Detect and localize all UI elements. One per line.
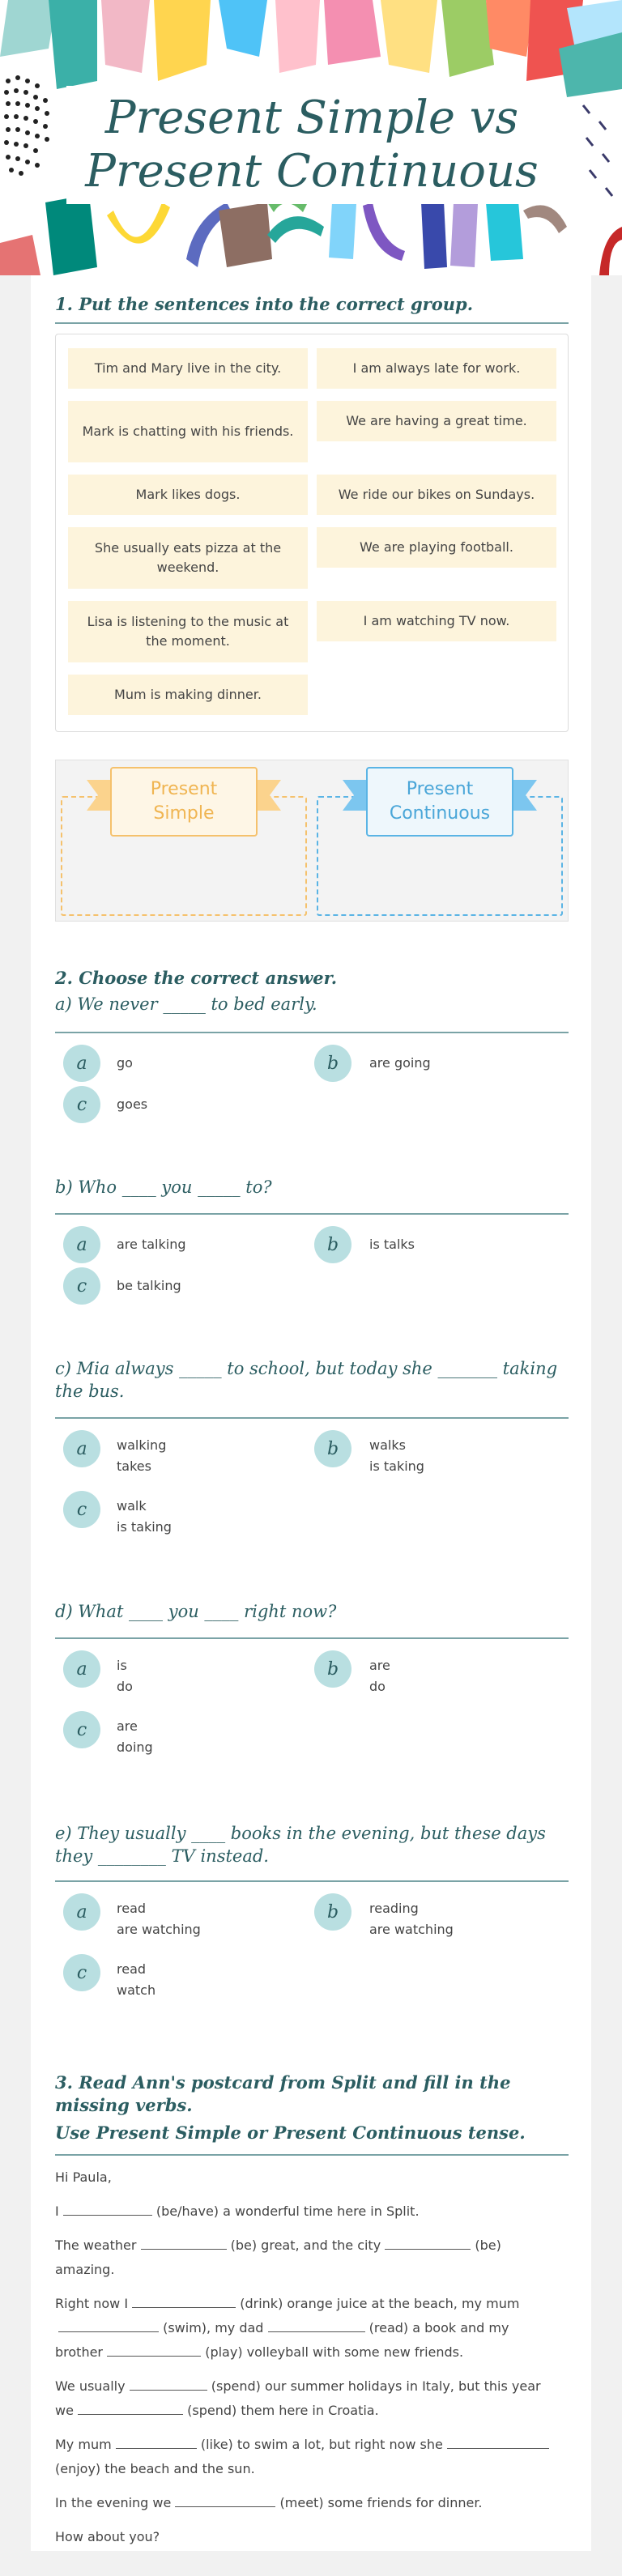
option-line: are: [117, 1718, 138, 1734]
option-line: walk: [117, 1498, 147, 1514]
question-e: e) They usually ____ books in the evening, but these days they ________ TV instead.: [55, 1824, 546, 1866]
sentence-card[interactable]: Lisa is listening to the music at the moment.: [68, 601, 308, 662]
blank-input[interactable]: [116, 2434, 197, 2449]
option-line: do: [369, 1679, 386, 1694]
option-line: doing: [117, 1739, 153, 1755]
question-divider: [55, 1637, 569, 1639]
text: (be/have) a wonderful time here in Split.: [156, 2203, 420, 2219]
text: (be): [475, 2238, 501, 2253]
option-text[interactable]: [117, 1898, 201, 1940]
option-text[interactable]: goes: [117, 1096, 148, 1112]
section-divider: [55, 2154, 569, 2156]
blank-input[interactable]: [130, 2376, 207, 2391]
present-continuous-label: Present Continuous: [366, 767, 513, 837]
option-badge[interactable]: a: [63, 1430, 100, 1467]
sentence-card[interactable]: Mark is chatting with his friends.: [68, 401, 308, 462]
text: (spend) our summer holidays in Italy, but this year: [211, 2378, 541, 2394]
sentence-card[interactable]: I am always late for work.: [317, 348, 556, 389]
blank-input[interactable]: [107, 2342, 201, 2357]
text: In the evening we: [55, 2495, 172, 2510]
title-box: [66, 86, 557, 204]
question-divider: [55, 1417, 569, 1419]
text: (spend) them here in Croatia.: [187, 2403, 379, 2418]
question-divider: [55, 1032, 569, 1033]
option-text[interactable]: [117, 1959, 156, 2001]
option-text[interactable]: go: [117, 1055, 133, 1071]
postcard-line: [55, 2233, 573, 2282]
text: Right now I: [55, 2296, 129, 2311]
option-badge[interactable]: b: [314, 1045, 351, 1082]
text: (drink) orange juice at the beach, my mum: [240, 2296, 520, 2311]
postcard-line: [55, 2433, 573, 2481]
blank-input[interactable]: [58, 2318, 159, 2332]
blank-input[interactable]: [175, 2493, 275, 2507]
option-line: walking: [117, 1437, 167, 1453]
option-text[interactable]: are talking: [117, 1237, 186, 1252]
option-badge[interactable]: c: [63, 1267, 100, 1305]
section3-title: 3. Read Ann's postcard from Split and fill in the missing verbs.: [55, 2072, 511, 2115]
option-text[interactable]: [117, 1435, 166, 1477]
worksheet: [31, 275, 591, 2551]
question-c: c) Mia always _____ to school, but today she _______ taking the bus.: [55, 1359, 558, 1401]
text: My mum: [55, 2437, 112, 2452]
option-text[interactable]: [369, 1435, 424, 1477]
blank-input[interactable]: [385, 2235, 471, 2250]
option-badge[interactable]: b: [314, 1226, 351, 1263]
option-badge[interactable]: b: [314, 1430, 351, 1467]
option-text[interactable]: are going: [369, 1055, 431, 1071]
option-badge[interactable]: c: [63, 1954, 100, 1991]
option-badge[interactable]: a: [63, 1650, 100, 1688]
option-line: is taking: [369, 1458, 424, 1474]
text: We usually: [55, 2378, 126, 2394]
question-divider: [55, 1880, 569, 1882]
option-line: read: [117, 1961, 147, 1977]
group-targets: [55, 760, 569, 922]
blank-input[interactable]: [268, 2318, 365, 2332]
option-line: walks: [369, 1437, 406, 1453]
option-line: are watching: [369, 1922, 454, 1937]
option-line: do: [117, 1679, 133, 1694]
postcard-closing: How about you?: [55, 2529, 160, 2544]
text: (meet) some friends for dinner.: [279, 2495, 483, 2510]
text: amazing.: [55, 2262, 115, 2277]
text: we: [55, 2403, 74, 2418]
sentence-card[interactable]: She usually eats pizza at the weekend.: [68, 527, 308, 589]
option-text[interactable]: [369, 1898, 454, 1940]
option-badge[interactable]: c: [63, 1491, 100, 1528]
header-banner: [0, 0, 622, 275]
option-line: reading: [369, 1901, 419, 1916]
section-divider: [55, 322, 569, 324]
sentence-card[interactable]: I am watching TV now.: [317, 601, 556, 641]
option-text[interactable]: [117, 1716, 153, 1758]
blank-input[interactable]: [78, 2400, 183, 2415]
section2-title: 2. Choose the correct answer.: [55, 968, 338, 988]
option-line: watch: [117, 1982, 156, 1998]
postcard-line: [55, 2374, 573, 2423]
text: (read) a book and my: [369, 2320, 509, 2335]
text: (enjoy) the beach and the sun.: [55, 2461, 255, 2476]
sentence-card[interactable]: Mark likes dogs.: [68, 475, 308, 515]
sentence-pool: [55, 334, 569, 732]
page-title: Present Simple vs Present Continuous: [85, 92, 539, 198]
blank-input[interactable]: [447, 2434, 549, 2449]
option-text[interactable]: [117, 1496, 172, 1538]
section3-instruction: Use Present Simple or Present Continuous tense.: [55, 2123, 526, 2143]
blank-input[interactable]: [141, 2235, 227, 2250]
question-divider: [55, 1213, 569, 1215]
blank-input[interactable]: [132, 2293, 236, 2308]
postcard-line: [55, 2199, 573, 2224]
text: The weather: [55, 2238, 137, 2253]
option-line: are watching: [117, 1922, 201, 1937]
option-line: are: [369, 1658, 390, 1673]
text: I: [55, 2203, 59, 2219]
option-text[interactable]: [369, 1655, 390, 1697]
option-line: takes: [117, 1458, 151, 1474]
sentence-card[interactable]: We ride our bikes on Sundays.: [317, 475, 556, 515]
option-badge[interactable]: b: [314, 1893, 351, 1931]
question-a: a) We never _____ to bed early.: [55, 994, 317, 1014]
sentence-card[interactable]: Mum is making dinner.: [68, 675, 308, 715]
option-line: is taking: [117, 1519, 172, 1535]
question-b: b) Who ____ you _____ to?: [55, 1177, 272, 1197]
option-text[interactable]: [117, 1655, 133, 1697]
text: (play) volleyball with some new friends.: [205, 2344, 464, 2360]
postcard-line: [55, 2491, 573, 2515]
option-badge[interactable]: a: [63, 1893, 100, 1931]
option-badge[interactable]: c: [63, 1711, 100, 1748]
question-d: d) What ____ you ____ right now?: [55, 1602, 337, 1621]
sentence-card[interactable]: We are having a great time.: [317, 401, 556, 441]
option-badge[interactable]: c: [63, 1086, 100, 1123]
present-simple-label: Present Simple: [110, 767, 258, 837]
option-badge[interactable]: a: [63, 1045, 100, 1082]
postcard-line: [55, 2292, 573, 2365]
text: (swim), my dad: [163, 2320, 264, 2335]
sentence-card[interactable]: We are playing football.: [317, 527, 556, 568]
blank-input[interactable]: [63, 2201, 152, 2216]
option-text[interactable]: is talks: [369, 1237, 415, 1252]
postcard-greeting: Hi Paula,: [55, 2169, 112, 2185]
option-text[interactable]: be talking: [117, 1278, 181, 1293]
sentence-card[interactable]: Tim and Mary live in the city.: [68, 348, 308, 389]
option-badge[interactable]: b: [314, 1650, 351, 1688]
text: (like) to swim a lot, but right now she: [200, 2437, 443, 2452]
section1-title: 1. Put the sentences into the correct group.: [55, 294, 474, 314]
option-line: is: [117, 1658, 127, 1673]
text: brother: [55, 2344, 104, 2360]
text: (be) great, and the city: [230, 2238, 381, 2253]
option-badge[interactable]: a: [63, 1226, 100, 1263]
option-line: read: [117, 1901, 147, 1916]
